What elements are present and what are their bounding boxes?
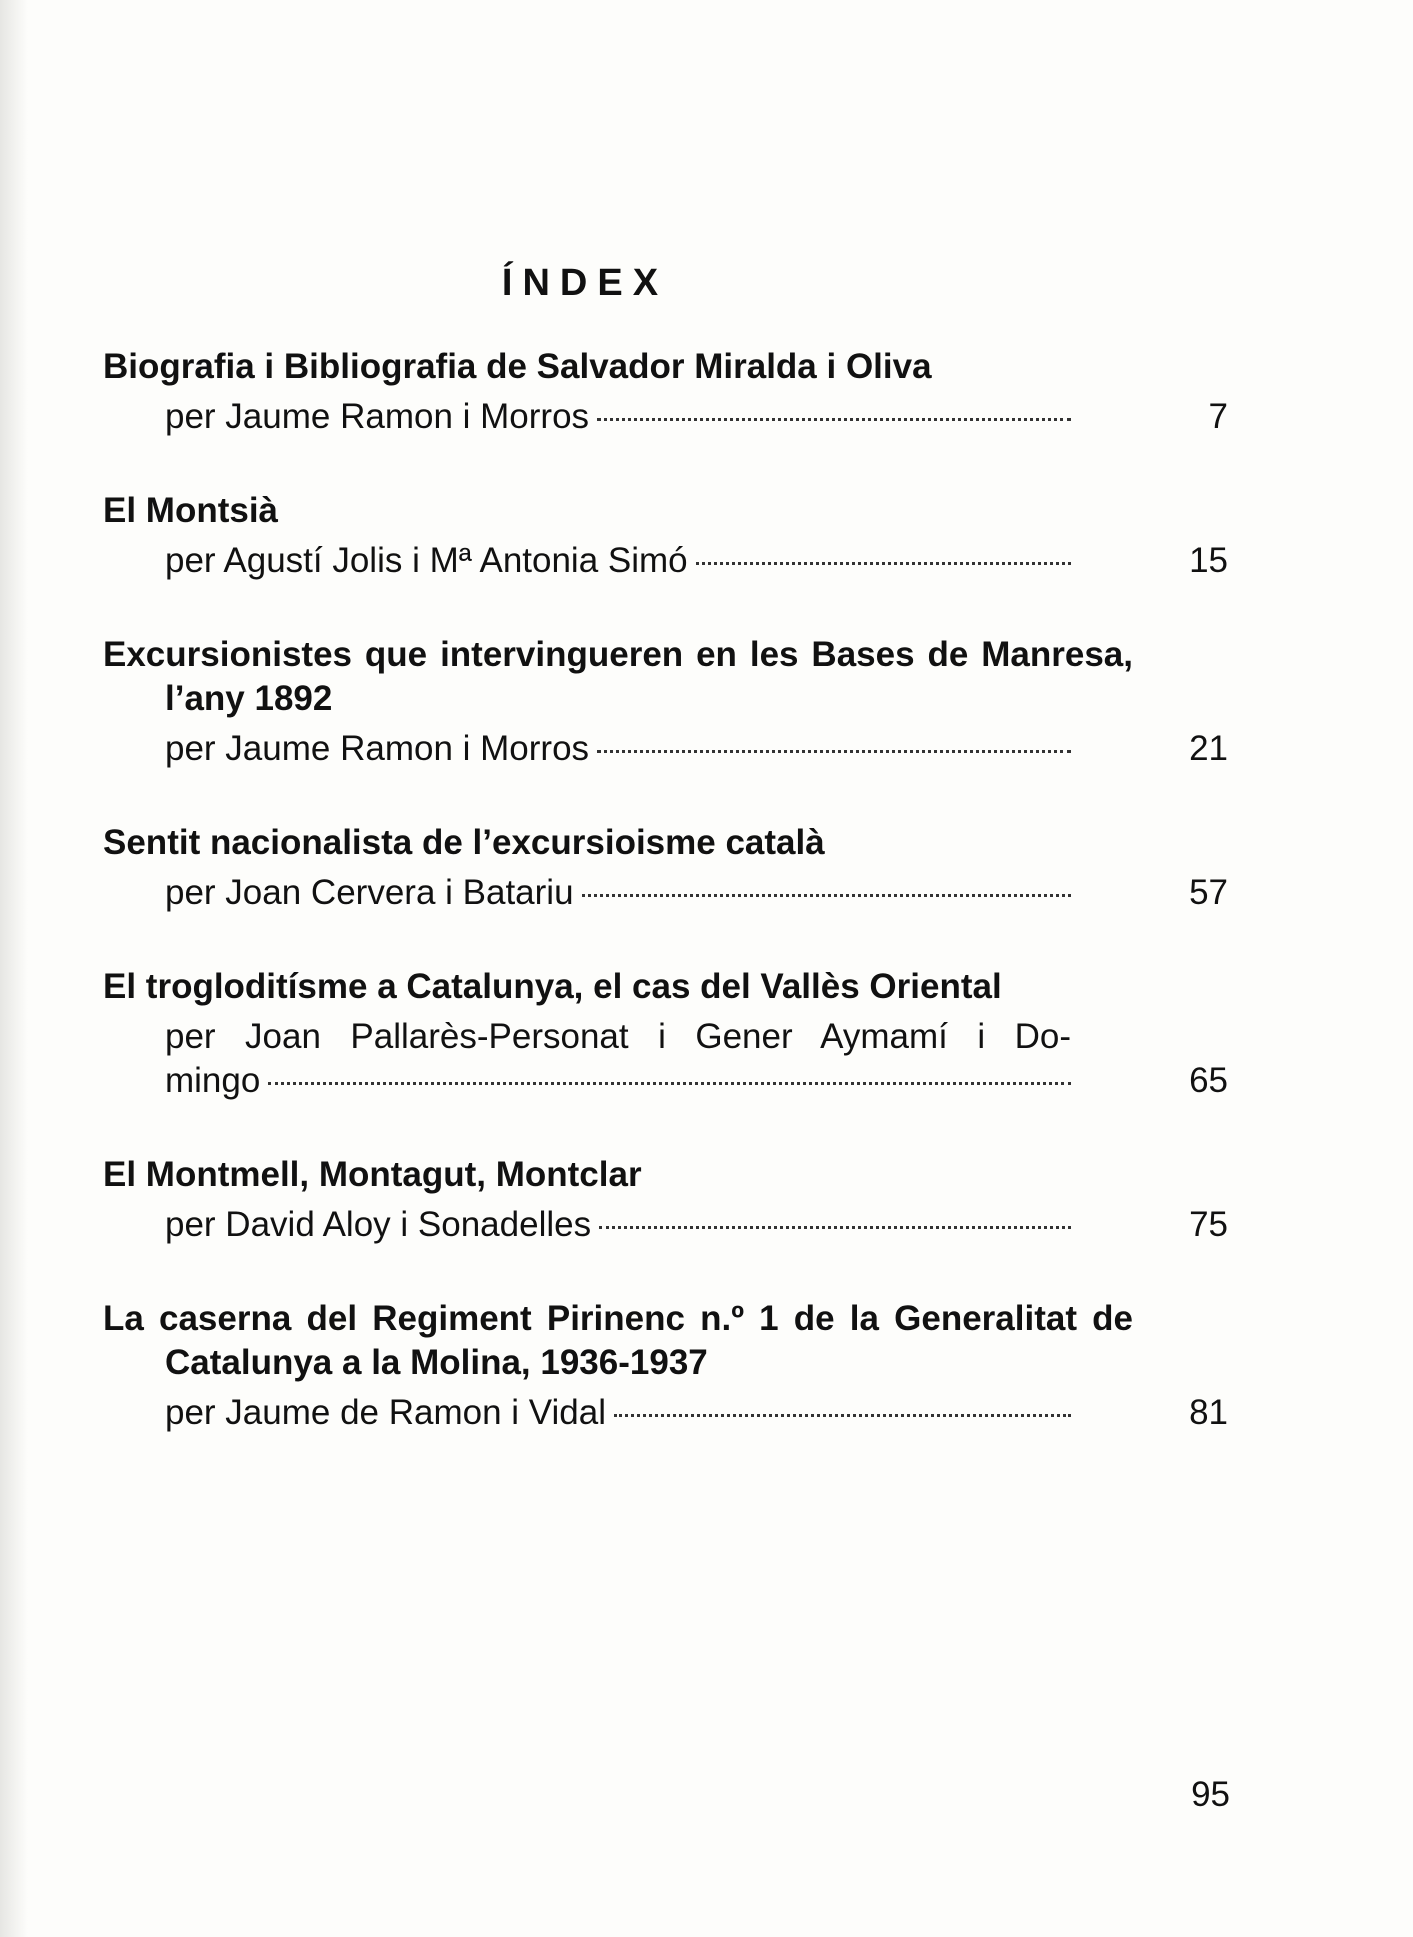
entry-page-number: 75 (1189, 1205, 1228, 1244)
table-of-contents (103, 345, 1228, 1485)
entry-author-row (103, 395, 1228, 439)
dot-leader (582, 894, 1071, 897)
entry-author: per Jaume de Ramon i Vidal (165, 1393, 606, 1432)
toc-entry (103, 345, 1228, 439)
toc-entry (103, 1153, 1228, 1247)
page-folio-number: 95 (1191, 1775, 1230, 1814)
entry-page-number: 7 (1208, 397, 1228, 436)
entry-page-number: 81 (1189, 1393, 1228, 1432)
dot-leader (597, 418, 1071, 421)
toc-entry (103, 633, 1228, 771)
entry-author-line-1: per Joan Pallarès-Personat i Gener Aymamí i Do- (165, 1017, 1071, 1056)
entry-page-number: 57 (1189, 873, 1228, 912)
dot-leader (268, 1082, 1071, 1085)
entry-author-row (103, 1391, 1228, 1435)
entry-title: El trogloditísme a Catalunya, el cas del Vallès Oriental (103, 967, 1002, 1006)
dot-leader (696, 562, 1071, 565)
dot-leader (597, 750, 1071, 753)
entry-title: El Montmell, Montagut, Montclar (103, 1155, 642, 1194)
entry-title: Biografia i Bibliografia de Salvador Miralda i Oliva (103, 347, 932, 386)
entry-author-row (103, 539, 1228, 583)
entry-page-number: 15 (1189, 541, 1228, 580)
entry-page-number: 65 (1189, 1061, 1228, 1100)
entry-author: per Agustí Jolis i Mª Antonia Simó (165, 541, 688, 580)
entry-author: per Jaume Ramon i Morros (165, 397, 590, 436)
entry-author-row (103, 727, 1228, 771)
entry-title: El Montsià (103, 491, 279, 530)
dot-leader (614, 1414, 1071, 1417)
entry-author: per Jaume Ramon i Morros (165, 729, 590, 768)
index-heading: ÍNDEX (501, 262, 669, 304)
entry-author-line-2: mingo (165, 1061, 261, 1100)
toc-entry (103, 965, 1228, 1103)
entry-author-row (103, 1203, 1228, 1247)
entry-author-row (103, 1015, 1228, 1103)
toc-entry (103, 1297, 1228, 1435)
toc-entry (103, 821, 1228, 915)
entry-author: per Joan Cervera i Batariu (165, 873, 574, 912)
entry-author-row (103, 871, 1228, 915)
entry-author: per David Aloy i Sonadelles (165, 1205, 592, 1244)
entry-page-number: 21 (1189, 729, 1228, 768)
entry-title: Excursionistes que intervingueren en les Bases de Manresa, l’any 1892 (103, 635, 1133, 718)
entry-title: La caserna del Regiment Pirinenc n.º 1 de la Generalitat de Catalunya a la Molina, 1936-1937 (103, 1299, 1133, 1382)
dot-leader (599, 1226, 1071, 1229)
toc-entry (103, 489, 1228, 583)
entry-title: Sentit nacionalista de l’excursioisme català (103, 823, 825, 862)
